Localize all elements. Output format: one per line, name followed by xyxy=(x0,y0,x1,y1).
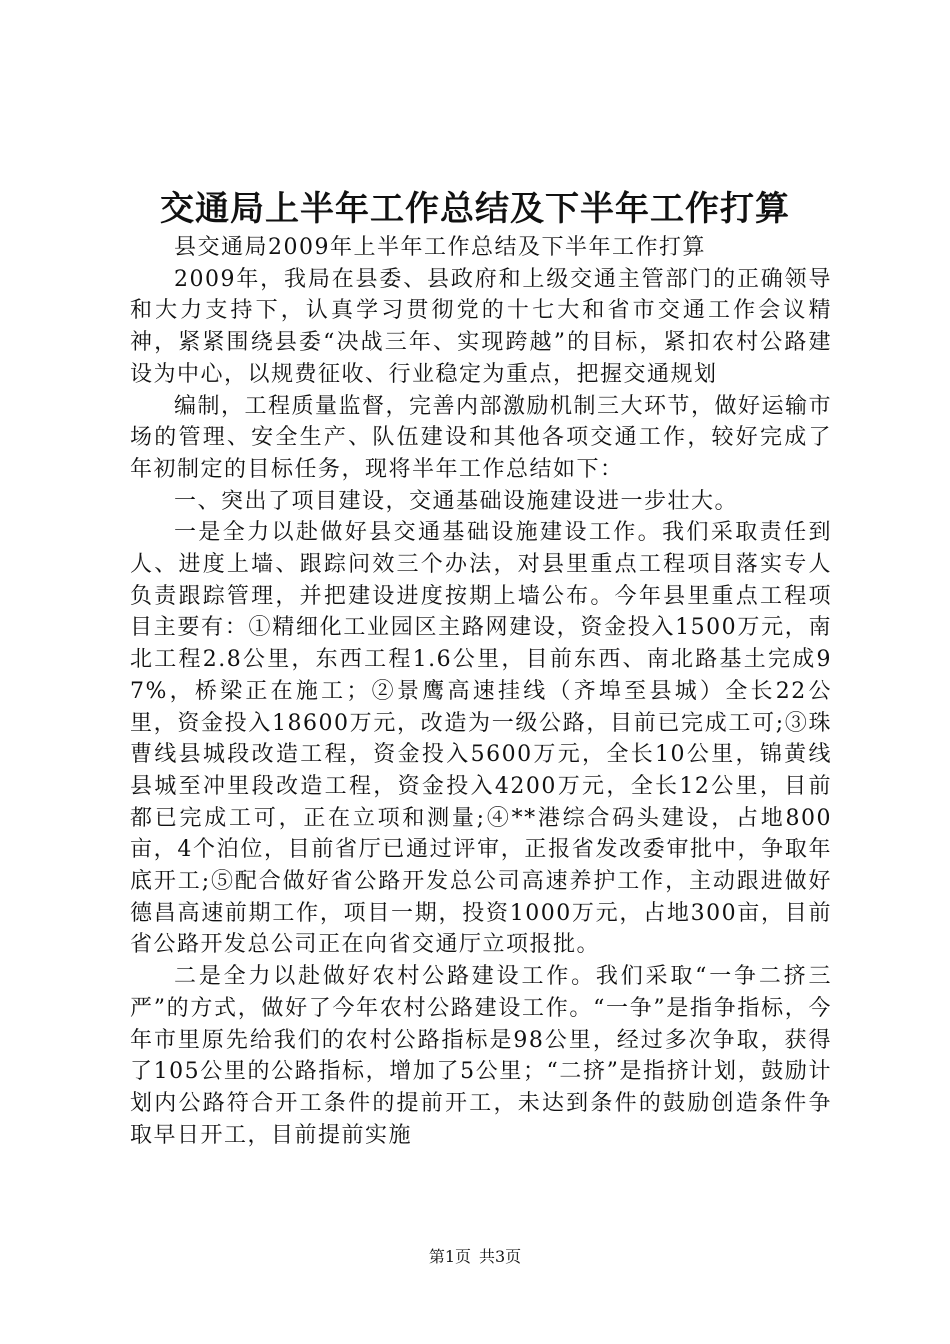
paragraph-subtitle: 县交通局2009年上半年工作总结及下半年工作打算 xyxy=(174,235,706,260)
document-body xyxy=(130,232,832,1151)
page-total: 共3页 xyxy=(479,1247,522,1266)
page-number: 第1页 xyxy=(428,1247,471,1266)
paragraph-infrastructure: 一是全力以赴做好县交通基础设施建设工作。我们采取责任到人、进度上墙、跟踪问效三个办法，对县里重点工程项目落实专人负责跟踪管理，并把建设进度按期上墙公布。今年县里重点工程项目主要有：①精细化工业园区主路网建设，资金投入1500万元，南北工程2.8公里，东西工程1.6公里，目前东西、南北路基土完成97%，桥梁正在施工；②景鹰高速挂线（齐埠至县城）全长22公里，资金投入18600万元，改造为一级公路，目前已完成工可;③珠曹线县城段改造工程，资金投入5600万元，全长10公里，锦黄线县城至冲里段改造工程，资金投入4200万元，全长12公里，目前都已完成工可，正在立项和测量;④**港综合码头建设，占地800亩，4个泊位，目前省厅已通过评审，正报省发改委审批中，争取年底开工;⑤配合做好省公路开发总公司高速养护工作，主动跟进做好德昌高速前期工作，项目一期，投资1000万元，占地300亩，目前省公路开发总公司正在向省交通厅立项报批。 xyxy=(130,520,832,958)
section-heading-1: 一、突出了项目建设，交通基础设施建设进一步壮大。 xyxy=(174,488,739,514)
document-title: 交通局上半年工作总结及下半年工作打算 xyxy=(160,189,790,229)
paragraph-intro-continued: 编制，工程质量监督，完善内部激励机制三大环节，做好运输市场的管理、安全生产、队伍建设和其他各项交通工作，较好完成了年初制定的目标任务，现将半年工作总结如下： xyxy=(130,393,833,482)
paragraph-intro: 2009年，我局在县委、县政府和上级交通主管部门的正确领导和大力支持下，认真学习贯彻党的十七大和省市交通工作会议精神，紧紧围绕县委“决战三年、实现跨越”的目标，紧扣农村公路建设为中心，以规费征收、行业稳定为重点，把握交通规划 xyxy=(130,266,832,387)
paragraph-rural-roads: 二是全力以赴做好农村公路建设工作。我们采取“一争二挤三严”的方式，做好了今年农村公路建设工作。“一争”是指争指标，今年市里原先给我们的农村公路指标是98公里，经过多次争取，获得了105公里的公路指标，增加了5公里；“二挤”是指挤计划，鼓励计划内公路符合开工条件的提前开工，未达到条件的鼓励创造条件争取早日开工，目前提前实施 xyxy=(130,964,832,1148)
page-footer xyxy=(0,1246,950,1268)
